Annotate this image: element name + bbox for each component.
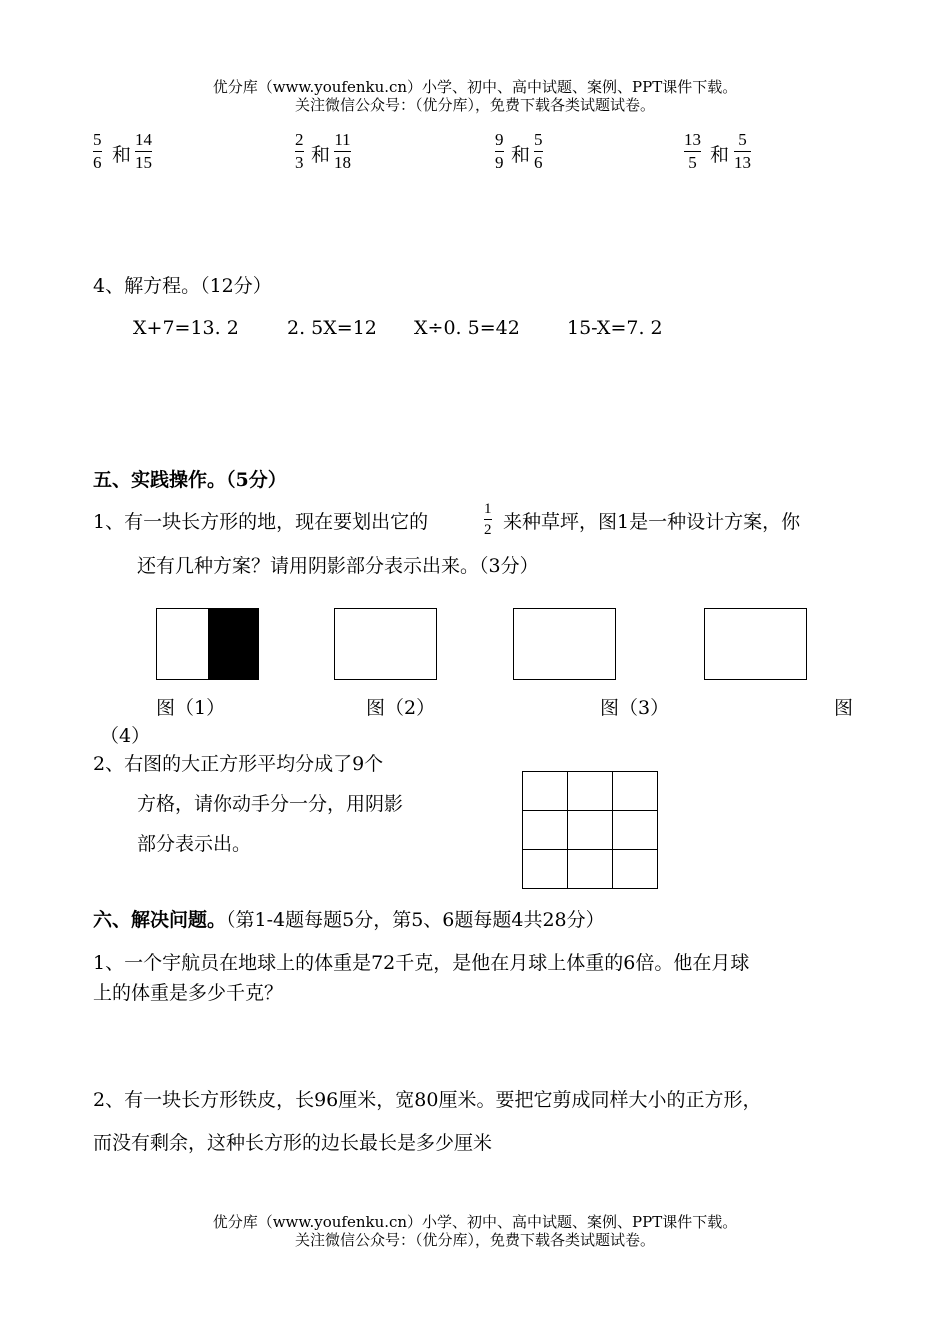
denominator: 2: [484, 522, 492, 538]
numerator: 5: [93, 130, 102, 149]
and-word: 和: [710, 144, 730, 166]
fraction-b: [534, 130, 543, 173]
grid-cell[interactable]: [613, 811, 658, 850]
s5-q2-line1: 2、右图的大正方形平均分成了9个: [93, 753, 384, 775]
q4-title: 4、解方程。（12分）: [93, 275, 272, 297]
s5-q1-text-part1: 1、有一块长方形的地，现在要划出它的: [93, 511, 429, 533]
denominator: 18: [334, 153, 351, 172]
s6-q2-line1: 2、有一块长方形铁皮，长96厘米，宽80厘米。要把它剪成同样大小的正方形，: [93, 1089, 762, 1111]
footer-line-2: 关注微信公众号：（优分库），免费下载各类试题试卷。: [294, 1231, 655, 1249]
section-6-note: （第1-4题每题5分，第5、6题每题4共28分）: [226, 909, 605, 931]
grid-cell[interactable]: [523, 811, 568, 850]
grid-cell[interactable]: [613, 772, 658, 811]
numerator: 11: [334, 130, 351, 149]
numerator: 14: [135, 130, 152, 149]
and-word: 和: [112, 144, 132, 166]
grid-cell[interactable]: [523, 850, 568, 889]
denominator: 6: [534, 153, 543, 172]
footer-line-1: 优分库（www.youfenku.cn）小学、初中、高中试题、案例、PPT课件下载。: [212, 1213, 738, 1231]
grid-cell[interactable]: [568, 850, 613, 889]
figure-1-rectangle: [156, 608, 259, 680]
s5-q1-text-line2: 还有几种方案？请用阴影部分表示出来。（3分）: [137, 555, 539, 577]
half-fraction: [484, 500, 492, 539]
equation-1: X+7=13. 2: [133, 317, 239, 339]
denominator: 5: [688, 153, 697, 172]
figure-1-shaded-half: [208, 609, 259, 679]
s6-q1-line1: 1、一个宇航员在地球上的体重是72千克，是他在月球上体重的6倍。他在月球: [93, 952, 750, 974]
numerator: 5: [738, 130, 747, 149]
numerator: 9: [495, 130, 504, 149]
figure-3-rectangle[interactable]: [513, 608, 616, 680]
figure-2-rectangle[interactable]: [334, 608, 437, 680]
fraction-a: [684, 130, 701, 173]
grid-cell[interactable]: [613, 850, 658, 889]
equation-4: 15-X=7. 2: [567, 317, 663, 339]
s6-q2-line2: 而没有剩余，这种长方形的边长最长是多少厘米: [93, 1132, 493, 1154]
grid-cell[interactable]: [568, 772, 613, 811]
numerator: 5: [534, 130, 543, 149]
nine-square-grid: [522, 771, 658, 889]
fraction-a: [93, 130, 102, 173]
numerator: 1: [484, 501, 492, 517]
numerator: 13: [684, 130, 701, 149]
denominator: 13: [734, 153, 751, 172]
s5-q2-line2: 方格，请你动手分一分，用阴影: [137, 793, 404, 815]
section-5-title: 五、实践操作。（5分）: [93, 469, 287, 491]
fraction-b: [334, 130, 351, 173]
equation-3: X÷0. 5=42: [414, 317, 520, 339]
fraction-b: [135, 130, 152, 173]
fraction-a: [495, 130, 504, 173]
figure-1-label: 图（1）: [156, 697, 226, 719]
section-6-title: 六、解决问题。: [93, 909, 227, 931]
fraction-a: [295, 130, 304, 173]
grid-cell[interactable]: [568, 811, 613, 850]
equation-2: 2. 5X=12: [287, 317, 377, 339]
figure-3-label: 图（3）: [600, 697, 670, 719]
denominator: 6: [93, 153, 102, 172]
and-word: 和: [511, 144, 531, 166]
header-line-1: 优分库（www.youfenku.cn）小学、初中、高中试题、案例、PPT课件下载。: [212, 78, 738, 96]
denominator: 9: [495, 153, 504, 172]
fraction-b: [734, 130, 751, 173]
section-6-heading: [93, 908, 605, 932]
header-line-2: 关注微信公众号：（优分库），免费下载各类试题试卷。: [294, 96, 655, 114]
denominator: 15: [135, 153, 152, 172]
grid-cell[interactable]: [523, 772, 568, 811]
figure-2-label: 图（2）: [366, 697, 436, 719]
s5-q1-text-part2: 来种草坪，图1是一种设计方案，你: [503, 511, 801, 533]
s5-q2-line3: 部分表示出。: [137, 833, 252, 855]
and-word: 和: [311, 144, 331, 166]
s6-q1-line2: 上的体重是多少千克？: [93, 982, 284, 1004]
numerator: 2: [295, 130, 304, 149]
figure-4-label: 图: [834, 697, 854, 719]
denominator: 3: [295, 153, 304, 172]
figure-4-rectangle[interactable]: [704, 608, 807, 680]
figure-4-label-wrap: （4）: [100, 725, 151, 747]
